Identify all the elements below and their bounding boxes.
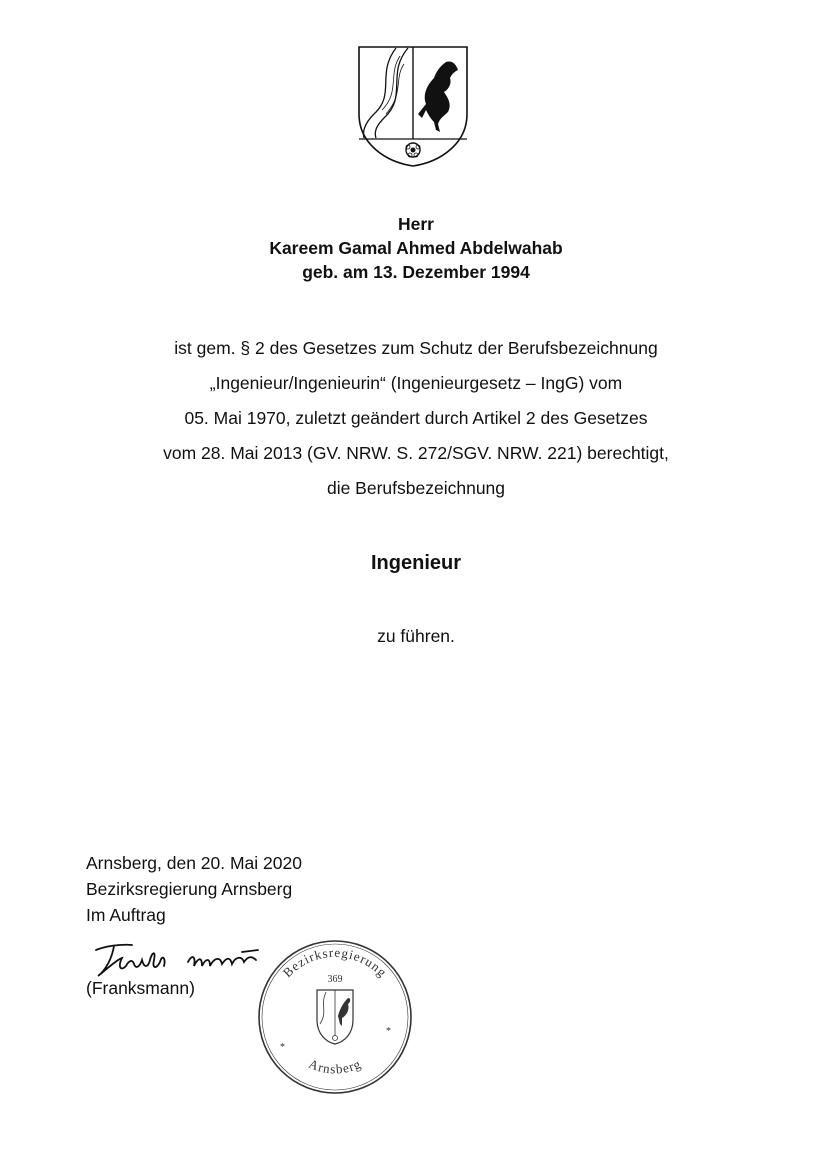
designation-title: Ingenieur: [370, 552, 461, 574]
statement-line: die Berufsbezeichnung: [326, 478, 506, 498]
statement-line: ist gem. § 2 des Gesetzes zum Schutz der Berufsbezeichnung: [174, 338, 658, 358]
signoff-block: [86, 850, 302, 928]
stamp-bottom-text: Arnsberg: [306, 1055, 364, 1077]
official-stamp-icon: [256, 938, 414, 1096]
svg-text:*: *: [386, 1026, 391, 1037]
nrw-coat-of-arms-icon: [356, 44, 470, 168]
statement-line: 05. Mai 1970, zuletzt geändert durch Artikel 2 des Gesetzes: [184, 408, 648, 428]
recipient-name: Kareem Gamal Ahmed Abdelwahab: [269, 238, 563, 258]
svg-text:*: *: [280, 1042, 285, 1053]
on-behalf-text: Im Auftrag: [86, 905, 166, 925]
recipient-birth-date: geb. am 13. Dezember 1994: [302, 262, 530, 282]
authority-name: Bezirksregierung Arnsberg: [86, 879, 293, 899]
stamp-top-text: Bezirksregierung: [279, 944, 391, 981]
closing-text: zu führen.: [377, 626, 455, 646]
recipient-salutation: Herr: [398, 214, 434, 234]
recipient-block: [0, 212, 832, 284]
statement-line: vom 28. Mai 2013 (GV. NRW. S. 272/SGV. NRW. 221) berechtigt,: [163, 443, 669, 463]
stamp-number: 369: [327, 974, 343, 985]
svg-text:Arnsberg: [307, 1056, 364, 1077]
statement-line: „Ingenieur/Ingenieurin“ (Ingenieurgesetz – IngG) vom: [209, 373, 623, 393]
signatory-name: (Franksmann): [86, 978, 195, 998]
place-date: Arnsberg, den 20. Mai 2020: [86, 853, 302, 873]
statement-paragraph: [0, 331, 832, 506]
